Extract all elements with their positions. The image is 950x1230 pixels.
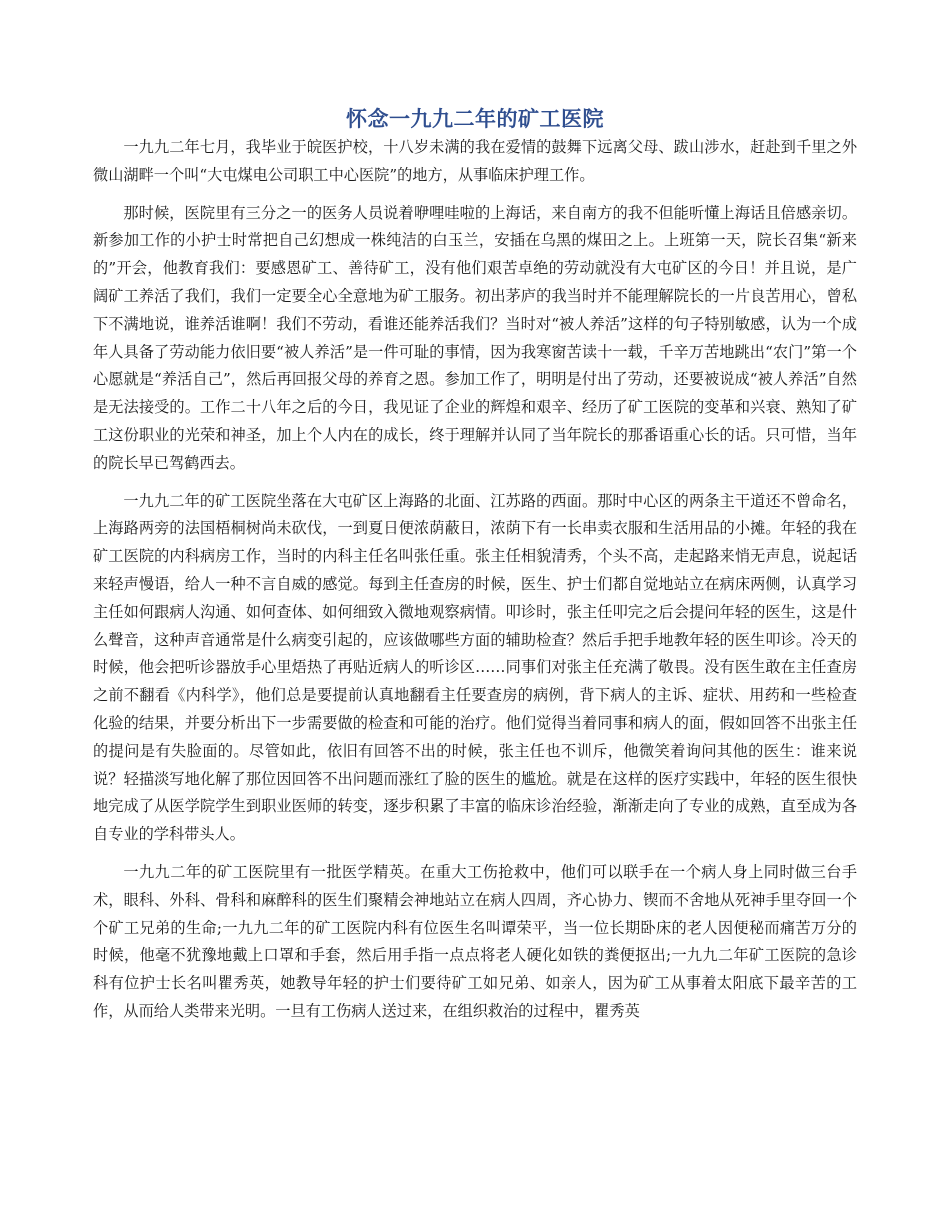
paragraph-4: 一九九二年的矿工医院里有一批医学精英。在重大工伤抢救中，他们可以联手在一个病人身上同时做三台手术，眼科、外科、骨科和麻醉科的医生们聚精会神地站立在病人四周，齐心协力、锲而不舍地从死神手里夺回一个个矿工兄弟的生命;一九九二年的矿工医院内科有位医生名叫谭荣平，当一位长期卧床的老人因便秘而痛苦万分的时候，他毫不犹豫地戴上口罩和手套，然后用手指一点点将老人硬化如铁的粪便抠出;一九九二年矿工医院的急诊科有位护士长名叫瞿秀英，她教导年轻的护士们要待矿工如兄弟、如亲人，因为矿工从事着太阳底下最辛苦的工作，从而给人类带来光明。一旦有工伤病人送过来，在组织救治的过程中，瞿秀英 [93, 862, 857, 1020]
paragraph-2: 那时候，医院里有三分之一的医务人员说着咿哩哇啦的上海话，来自南方的我不但能听懂上海话且倍感亲切。新参加工作的小护士时常把自己幻想成一株纯洁的白玉兰，安插在乌黑的煤田之上。上班第一天，院长召集“新来的”开会，他教育我们：要感恩矿工、善待矿工，没有他们艰苦卓绝的劳动就没有大屯矿区的今日！并且说，是广阔矿工养活了我们，我们一定要全心全意地为矿工服务。初出茅庐的我当时并不能理解院长的一片良苦用心，曾私下不满地说，谁养活谁啊！我们不劳动，看谁还能养活我们？当时对“被人养活”这样的句子特别敏感，认为一个成年人具备了劳动能力依旧要“被人养活”是一件可耻的事情，因为我寒窗苦读十一载，千辛万苦地跳出“农门”第一个心愿就是“养活自己”，然后再回报父母的养育之恩。参加工作了，明明是付出了劳动，还要被说成“被人养活”自然是无法接受的。工作二十八年之后的今日，我见证了企业的辉煌和艰辛、经历了矿工医院的变革和兴衰、熟知了矿工这份职业的光荣和神圣，加上个人内在的成长，终于理解并认同了当年院长的那番语重心长的话。只可惜，当年的院长早已驾鹤西去。 [93, 203, 857, 472]
document-title: 怀念一九九二年的矿工医院 [346, 106, 604, 131]
paragraph-1: 一九九二年七月，我毕业于皖医护校，十八岁未满的我在爱情的鼓舞下远离父母、跋山涉水，赶赴到千里之外微山湖畔一个叫“大屯煤电公司职工中心医院”的地方，从事临床护理工作。 [93, 138, 857, 184]
paragraph-3: 一九九二年的矿工医院坐落在大屯矿区上海路的北面、江苏路的西面。那时中心区的两条主干道还不曾命名，上海路两旁的法国梧桐树尚未砍伐，一到夏日便浓荫蔽日，浓荫下有一长串卖衣服和生活用品的小摊。年轻的我在矿工医院的内科病房工作，当时的内科主任名叫张任重。张主任相貌清秀，个头不高，走起路来悄无声息，说起话来轻声慢语，给人一种不言自威的感觉。每到主任查房的时候，医生、护士们都自觉地站立在病床两侧，认真学习主任如何跟病人沟通、如何查体、如何细致入微地观察病情。叩诊时，张主任叩完之后会提问年轻的医生，这是什么聲音，这种声音通常是什么病变引起的，应该做哪些方面的辅助检查？然后手把手地教年轻的医生叩诊。冷天的时候，他会把听诊器放手心里焐热了再贴近病人的听诊区……同事们对张主任充满了敬畏。没有医生敢在主任查房之前不翻看《内科学》，他们总是要提前认真地翻看主任要查房的病例，背下病人的主诉、症状、用药和一些检查化验的结果，并要分析出下一步需要做的检查和可能的治疗。他们觉得当着同事和病人的面，假如回答不出张主任的提问是有失脸面的。尽管如此，依旧有回答不出的时候，张主任也不训斥，他微笑着询问其他的医生：谁来说说？轻描淡写地化解了那位因回答不出问题而涨红了脸的医生的尴尬。就是在这样的医疗实践中，年轻的医生很快地完成了从医学院学生到职业医师的转变，逐步积累了丰富的临床诊治经验，渐渐走向了专业的成熟，直至成为各自专业的学科带头人。 [93, 491, 857, 844]
document-page [93, 104, 857, 1026]
